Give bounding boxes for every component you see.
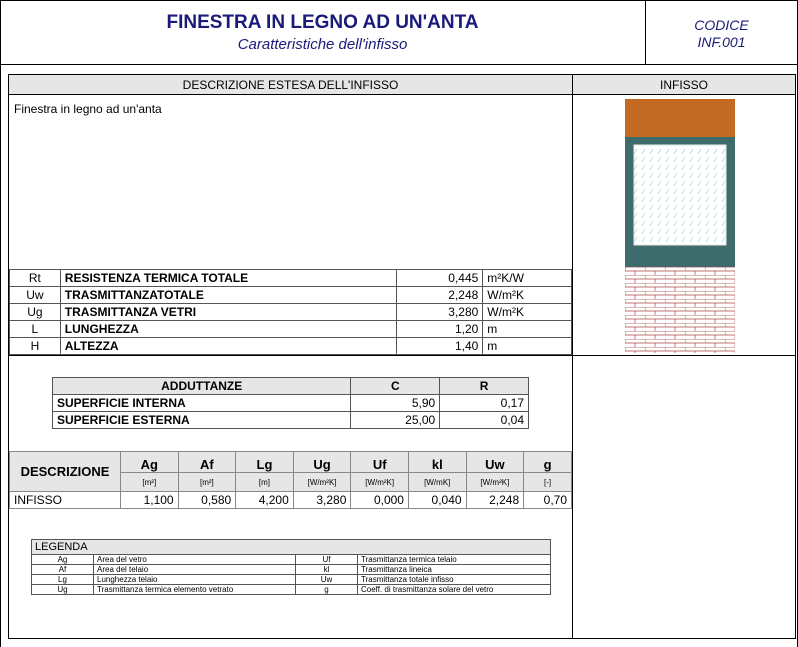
legend-description: Area del vetro [94,555,296,565]
legend-description: Lunghezza telaio [94,575,296,585]
description-column-header: DESCRIZIONE [10,452,121,492]
property-label: LUNGHEZZA [60,321,396,338]
property-row [10,338,572,355]
column-header: Af [178,452,236,473]
property-value: 0,445 [396,270,483,287]
table-cell: 0,70 [524,492,572,509]
legend-table [31,539,551,595]
legend-description: Trasmittanza termica elemento vetrato [94,585,296,595]
column-unit: [W/m²K] [466,473,524,492]
adduttanze-table [52,377,529,429]
property-value: 1,40 [396,338,483,355]
property-value: 1,20 [396,321,483,338]
property-symbol: L [10,321,61,338]
table-cell: 1,100 [121,492,179,509]
row-label: INFISSO [10,492,121,509]
adduttanze-header: ADDUTTANZE [53,378,351,395]
adduttanze-header-r: R [440,378,529,395]
legend-symbol: Ug [32,585,94,595]
legend-symbol: g [296,585,358,595]
column-header: Ug [293,452,351,473]
legend-description: Area del telaio [94,565,296,575]
table-cell: 3,280 [293,492,351,509]
lintel [625,99,735,137]
column-unit: [m²] [121,473,179,492]
table-row [53,395,529,412]
property-symbol: H [10,338,61,355]
property-symbol: Rt [10,270,61,287]
page-title: FINESTRA IN LEGNO AD UN'ANTA [166,12,479,33]
column-unit: [W/m²K] [351,473,409,492]
legend-symbol: Lg [32,575,94,585]
legend-symbol: Ag [32,555,94,565]
property-unit: m²K/W [483,270,572,287]
table-cell: 4,200 [236,492,294,509]
legend-symbol: Uw [296,575,358,585]
column-unit: [m] [236,473,294,492]
table-row [10,492,572,509]
adduttanze-r: 0,04 [440,412,529,429]
legend-row [32,585,551,595]
adduttanze-c: 5,90 [351,395,440,412]
image-panel-header: INFISSO [573,75,795,95]
property-symbol: Ug [10,304,61,321]
table-cell: 2,248 [466,492,524,509]
column-header: Lg [236,452,294,473]
property-row [10,270,572,287]
brick-wall [625,267,735,353]
adduttanze-label: SUPERFICIE ESTERNA [53,412,351,429]
code-label: CODICE [694,17,749,33]
window-illustration [625,99,735,353]
legend-row [32,575,551,585]
property-label: TRASMITTANZATOTALE [60,287,396,304]
code-value: INF.001 [697,34,746,50]
table-cell: 0,000 [351,492,409,509]
page-subtitle: Caratteristiche dell'infisso [237,36,408,53]
property-label: RESISTENZA TERMICA TOTALE [60,270,396,287]
property-unit: m [483,338,572,355]
glass-pane [634,145,726,245]
column-header: Uf [351,452,409,473]
column-header: g [524,452,572,473]
property-value: 3,280 [396,304,483,321]
property-label: TRASMITTANZA VETRI [60,304,396,321]
column-header: Uw [466,452,524,473]
adduttanze-header-c: C [351,378,440,395]
legend-symbol: kl [296,565,358,575]
column-unit: [W/m²K] [293,473,351,492]
legend-symbol: Af [32,565,94,575]
column-header: kl [408,452,466,473]
adduttanze-r: 0,17 [440,395,529,412]
legend-description: Trasmittanza totale infisso [358,575,551,585]
property-value: 2,248 [396,287,483,304]
property-row [10,287,572,304]
table-cell: 0,580 [178,492,236,509]
property-unit: W/m²K [483,304,572,321]
adduttanze-label: SUPERFICIE INTERNA [53,395,351,412]
description-header: DESCRIZIONE ESTESA DELL'INFISSO [9,75,572,95]
legend-symbol: Uf [296,555,358,565]
property-row [10,321,572,338]
legend-description: Coeff. di trasmittanza solare del vetro [358,585,551,595]
table-cell: 0,040 [408,492,466,509]
properties-table [9,269,572,355]
property-unit: m [483,321,572,338]
description-text: Finestra in legno ad un'anta [14,102,162,116]
property-row [10,304,572,321]
table-row [53,412,529,429]
legend-description: Trasmittanza lineica [358,565,551,575]
property-unit: W/m²K [483,287,572,304]
property-label: ALTEZZA [60,338,396,355]
legend-description: Trasmittanza termica telaio [358,555,551,565]
column-unit: [-] [524,473,572,492]
adduttanze-c: 25,00 [351,412,440,429]
legend-row [32,555,551,565]
property-symbol: Uw [10,287,61,304]
column-unit: [m²] [178,473,236,492]
legend-row [32,565,551,575]
legend-title: LEGENDA [32,540,551,555]
infisso-data-table [9,451,572,509]
column-header: Ag [121,452,179,473]
column-unit: [W/mK] [408,473,466,492]
